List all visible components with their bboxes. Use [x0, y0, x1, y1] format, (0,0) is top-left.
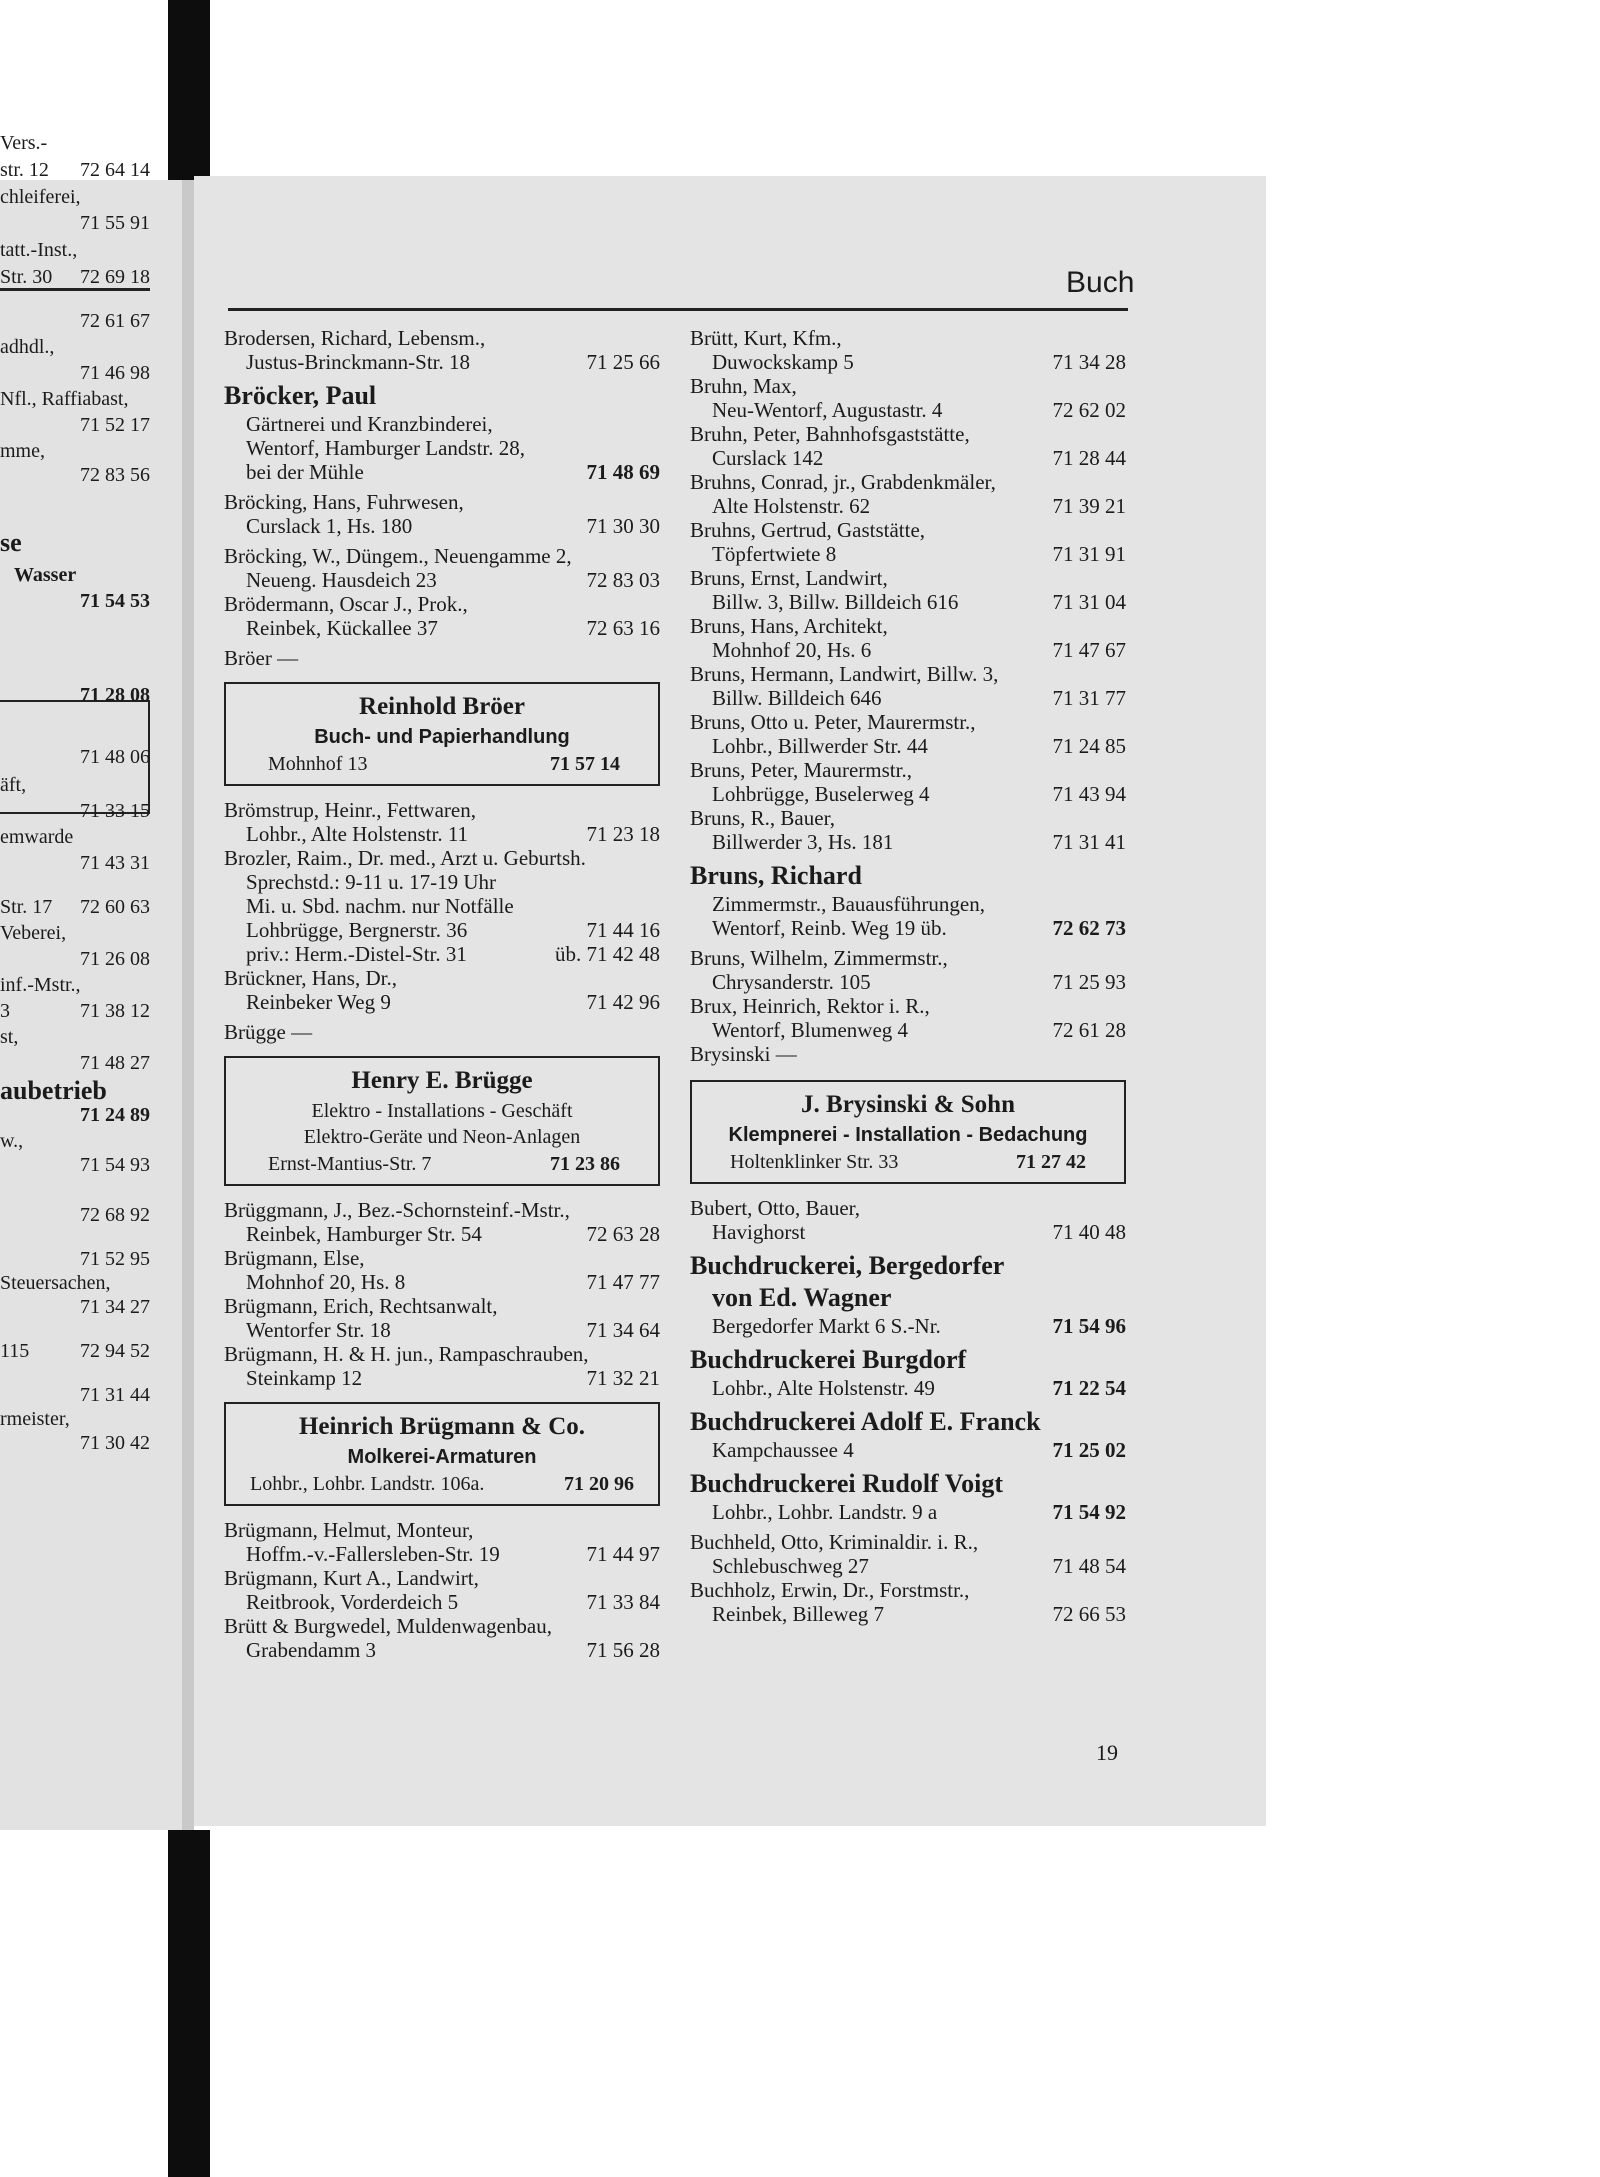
phone-number: 71 44 97 — [586, 1542, 660, 1566]
ad-title: J. Brysinski & Sohn — [801, 1091, 1015, 1118]
previous-page-line — [0, 742, 150, 772]
ad-title: Henry E. Brügge — [351, 1067, 533, 1094]
entry: Brügmann, Kurt A., Landwirt, Reitbrook, Vorderdeich 5 71 33 84 — [224, 1566, 660, 1614]
entry: Brütt, Kurt, Kfm., Duwockskamp 5 71 34 28 — [690, 326, 1126, 374]
phone-number: 72 83 03 — [586, 568, 660, 592]
entry: Brügmann, Erich, Rechtsanwalt, Wentorfer Str. 18 71 34 64 — [224, 1294, 660, 1342]
binding-spine-bottom — [168, 1830, 210, 2177]
entry: Brügge — — [224, 1020, 313, 1044]
phone-number: 71 30 42 — [80, 1432, 150, 1454]
phone-number: 72 62 02 — [1052, 398, 1126, 422]
previous-page-line: Nfl., Raffiabast, — [0, 388, 129, 410]
phone-number: 72 61 28 — [1052, 1018, 1126, 1042]
previous-page-line: Str. 30 72 69 18 — [0, 262, 150, 292]
previous-page-line: emwarde — [0, 826, 74, 848]
phone-number: 71 28 44 — [1052, 446, 1126, 470]
phone-number: 71 52 95 — [80, 1248, 150, 1270]
phone-number: 72 68 92 — [80, 1204, 150, 1226]
phone-number: 71 44 16 — [586, 918, 660, 942]
previous-page-line: 115 72 94 52 — [0, 1336, 150, 1366]
phone-number: 71 48 54 — [1052, 1554, 1126, 1578]
ad-title: Reinhold Bröer — [359, 693, 525, 720]
entry: Bröer — — [224, 646, 299, 670]
entry: Brügmann, Else, Mohnhof 20, Hs. 8 71 47 77 — [224, 1246, 660, 1294]
phone-number: 71 31 04 — [1052, 590, 1126, 614]
business-name: Buchdruckerei, Bergedorfer — [690, 1251, 1005, 1280]
previous-page-line — [0, 208, 150, 238]
entry-bold: Buchdruckerei Burgdorf Lohbr., Alte Holstenstr. 49 71 22 54 — [690, 1345, 1126, 1400]
phone-number: 72 64 14 — [80, 159, 150, 181]
business-name: von Ed. Wagner — [712, 1283, 892, 1312]
phone-number: 71 32 21 — [586, 1366, 660, 1390]
phone-number: 71 33 84 — [586, 1590, 660, 1614]
business-name: Bruns, Richard — [690, 861, 862, 890]
phone-number: 71 52 17 — [80, 414, 150, 436]
entry: Brux, Heinrich, Rektor i. R., Wentorf, Blumenweg 4 72 61 28 — [690, 994, 1126, 1042]
previous-page-line — [0, 1150, 150, 1180]
entry-bold: Buchdruckerei Rudolf Voigt Lohbr., Lohbr. Landstr. 9 a 71 54 92 — [690, 1469, 1126, 1524]
phone-number: 71 47 77 — [586, 1270, 660, 1294]
entry: Bruns, Hermann, Landwirt, Billw. 3, Billw. Billdeich 646 71 31 77 — [690, 662, 1126, 710]
phone-number: 71 34 28 — [1052, 350, 1126, 374]
phone-number: 71 43 94 — [1052, 782, 1126, 806]
previous-page-line — [0, 1292, 150, 1322]
phone-number: 71 48 69 — [586, 460, 660, 484]
phone-number: 71 42 96 — [586, 990, 660, 1014]
ad-subtitle: Buch- und Papierhandlung — [314, 726, 570, 748]
previous-page-line — [0, 1200, 150, 1230]
phone-number: 71 54 93 — [80, 1154, 150, 1176]
phone-number: 71 38 12 — [80, 1000, 150, 1022]
phone-number: 71 20 96 — [564, 1473, 634, 1495]
phone-number: 71 28 08 — [80, 684, 150, 706]
left-column — [224, 326, 660, 1662]
entry: Bruhn, Peter, Bahnhofsgaststätte, Curslack 142 71 28 44 — [690, 422, 1126, 470]
page-number: 19 — [1096, 1740, 1118, 1765]
advertisement-box — [224, 1056, 660, 1186]
previous-page-line — [0, 680, 150, 710]
previous-page-line — [0, 1048, 150, 1078]
entry: Buchholz, Erwin, Dr., Forstmstr., Reinbek, Billeweg 7 72 66 53 — [690, 1578, 1126, 1626]
phone-number: 71 39 21 — [1052, 494, 1126, 518]
entry: Bruns, Hans, Architekt, Mohnhof 20, Hs. 6 71 47 67 — [690, 614, 1126, 662]
previous-page-line: st, — [0, 1026, 19, 1048]
right-column — [690, 326, 1126, 1626]
ad-address: Mohnhof 13 — [268, 753, 368, 775]
ad-address: Lohbr., Lohbr. Landstr. 106a. — [250, 1473, 485, 1495]
entry: Bruhn, Max, Neu-Wentorf, Augustastr. 4 72 62 02 — [690, 374, 1126, 422]
ad-subtitle: Elektro-Geräte und Neon-Anlagen — [303, 1126, 581, 1148]
page-header: Buch — [1066, 266, 1135, 299]
phone-number: 71 27 42 — [1016, 1151, 1086, 1173]
phone-number: 71 40 48 — [1052, 1220, 1126, 1244]
phone-number: 71 24 89 — [80, 1104, 150, 1126]
phone-number: 71 23 18 — [586, 822, 660, 846]
previous-page-line — [0, 1428, 150, 1458]
entry: Bröcking, W., Düngem., Neuengamme 2, Neueng. Hausdeich 23 72 83 03 — [224, 544, 660, 592]
phone-number: 71 30 30 — [586, 514, 660, 538]
entry: Brüggmann, J., Bez.-Schornsteinf.-Mstr., Reinbek, Hamburger Str. 54 72 63 28 — [224, 1198, 660, 1246]
phone-number: 71 48 06 — [80, 746, 150, 768]
phone-number: 71 43 31 — [80, 852, 150, 874]
previous-page-line: Wasser — [14, 564, 77, 586]
advertisement-box — [224, 1402, 660, 1506]
previous-page-line: tatt.-Inst., — [0, 239, 78, 261]
entry: Bruhns, Conrad, jr., Grabdenkmäler, Alte Holstenstr. 62 71 39 21 — [690, 470, 1126, 518]
phone-number: üb. 71 42 48 — [555, 942, 660, 966]
phone-number: 71 54 92 — [1052, 1500, 1126, 1524]
phone-number: 71 23 86 — [550, 1153, 620, 1175]
previous-page-line: rmeister, — [0, 1408, 70, 1430]
previous-page-line: Veberei, — [0, 922, 67, 944]
entry: Buchheld, Otto, Kriminaldir. i. R., Schlebuschweg 27 71 48 54 — [690, 1530, 1126, 1578]
previous-page-line: str. 12 72 64 14 — [0, 155, 150, 185]
gutter — [180, 180, 194, 1830]
phone-number: 72 63 16 — [586, 616, 660, 640]
entry-bold: Buchdruckerei Adolf E. Franck Kampchaussee 4 71 25 02 — [690, 1407, 1126, 1462]
advertisement-box — [224, 682, 660, 786]
entry: Brozler, Raim., Dr. med., Arzt u. Geburtsh. Sprechstd.: 9-11 u. 17-19 Uhr Mi. u. Sbd. nachm. nur Notfälle Lohbrügge, Bergnerstr. 36 71 44 16 priv.: Herm.-Distel-Str. 31 üb. 71 42 48 — [224, 846, 660, 966]
phone-number: 71 34 64 — [586, 1318, 660, 1342]
entry: Bruns, Otto u. Peter, Maurermstr., Lohbr., Billwerder Str. 44 71 24 85 — [690, 710, 1126, 758]
ad-subtitle: Molkerei-Armaturen — [347, 1446, 537, 1468]
ad-subtitle: Elektro - Installations - Geschäft — [311, 1100, 573, 1122]
phone-number: 72 61 67 — [80, 310, 150, 332]
entry-bold: Buchdruckerei, Bergedorfer von Ed. Wagner Bergedorfer Markt 6 S.-Nr. 71 54 96 — [690, 1251, 1126, 1338]
entry-bold: Bröcker, Paul Gärtnerei und Kranzbinderei, Wentorf, Hamburger Landstr. 28, bei der Mühle 71 48 69 — [224, 381, 660, 484]
entry: Brömstrup, Heinr., Fettwaren, Lohbr., Alte Holstenstr. 11 71 23 18 — [224, 798, 660, 846]
phone-number: 71 34 27 — [80, 1296, 150, 1318]
previous-page-line: se — [0, 528, 22, 557]
header-rule — [228, 308, 1128, 311]
phone-number: 71 25 66 — [586, 350, 660, 374]
phone-number: 71 31 77 — [1052, 686, 1126, 710]
phone-number: 71 31 41 — [1052, 830, 1126, 854]
phone-number: 71 55 91 — [80, 212, 150, 234]
phone-number: 71 57 14 — [550, 753, 620, 775]
entry: Brügmann, Helmut, Monteur, Hoffm.-v.-Fallersleben-Str. 19 71 44 97 — [224, 1518, 660, 1566]
ad-title: Heinrich Brügmann & Co. — [298, 1413, 586, 1440]
phone-number: 71 56 28 — [586, 1638, 660, 1662]
entry: Bruns, R., Bauer, Billwerder 3, Hs. 181 71 31 41 — [690, 806, 1126, 854]
ad-subtitle: Klempnerei - Installation - Bedachung — [728, 1124, 1088, 1146]
entry: Bröcking, Hans, Fuhrwesen, Curslack 1, Hs. 180 71 30 30 — [224, 490, 660, 538]
previous-page-line: w., — [0, 1130, 24, 1152]
previous-page-line — [0, 848, 150, 878]
phone-number: 71 33 15 — [80, 800, 150, 822]
previous-page-line: chleiferei, — [0, 186, 81, 208]
previous-page-line — [0, 460, 150, 490]
phone-number: 72 63 28 — [586, 1222, 660, 1246]
phone-number: 71 31 91 — [1052, 542, 1126, 566]
previous-page-line: äft, — [0, 774, 27, 796]
entry: Brödermann, Oscar J., Prok., Reinbek, Kückallee 37 72 63 16 — [224, 592, 660, 640]
phone-number: 71 46 98 — [80, 362, 150, 384]
business-name: Bröcker, Paul — [224, 381, 377, 410]
previous-page-line: aubetrieb — [0, 1076, 107, 1105]
phone-number: 71 26 08 — [80, 948, 150, 970]
previous-page-fragment — [0, 132, 182, 1830]
phone-number: 71 54 96 — [1052, 1314, 1126, 1338]
advertisement-box — [690, 1080, 1126, 1184]
phone-number: 71 48 27 — [80, 1052, 150, 1074]
phone-number: 71 47 67 — [1052, 638, 1126, 662]
phone-number: 72 62 73 — [1052, 916, 1126, 940]
ad-address: Holtenklinker Str. 33 — [730, 1151, 899, 1173]
entry: Bubert, Otto, Bauer, Havighorst 71 40 48 — [690, 1196, 1126, 1244]
previous-page-line: Vers.- — [0, 132, 48, 154]
ad-address: Ernst-Mantius-Str. 7 — [268, 1153, 432, 1175]
previous-page-line: inf.-Mstr., — [0, 974, 81, 996]
phone-number: 71 24 85 — [1052, 734, 1126, 758]
phone-number: 71 25 93 — [1052, 970, 1126, 994]
previous-page-line — [0, 586, 150, 616]
entry: Brütt & Burgwedel, Muldenwagenbau, Grabendamm 3 71 56 28 — [224, 1614, 660, 1662]
phone-number: 71 31 44 — [80, 1384, 150, 1406]
phone-number: 72 94 52 — [80, 1340, 150, 1362]
previous-page-line: mme, — [0, 440, 45, 462]
entry: Brügmann, H. & H. jun., Rampaschrauben, Steinkamp 12 71 32 21 — [224, 1342, 660, 1390]
entry: Bruns, Wilhelm, Zimmermstr., Chrysanderstr. 105 71 25 93 — [690, 946, 1126, 994]
phone-number: 71 54 53 — [80, 590, 150, 612]
phone-number: 71 22 54 — [1052, 1376, 1126, 1400]
previous-page-line: Steuersachen, — [0, 1272, 111, 1294]
business-name: Buchdruckerei Burgdorf — [690, 1345, 967, 1374]
entry: Bruns, Peter, Maurermstr., Lohbrügge, Buselerweg 4 71 43 94 — [690, 758, 1126, 806]
entry: Bruns, Ernst, Landwirt, Billw. 3, Billw. Billdeich 616 71 31 04 — [690, 566, 1126, 614]
business-name: Buchdruckerei Rudolf Voigt — [690, 1469, 1004, 1498]
entry-bold: Bruns, Richard Zimmermstr., Bauausführungen, Wentorf, Reinb. Weg 19 üb. 72 62 73 — [690, 861, 1126, 940]
binding-spine-top — [168, 0, 210, 180]
entry: Brückner, Hans, Dr., Reinbeker Weg 9 71 42 96 — [224, 966, 660, 1014]
phone-number: 71 25 02 — [1052, 1438, 1126, 1462]
phone-number: 72 66 53 — [1052, 1602, 1126, 1626]
entry: Brysinski — — [690, 1042, 797, 1066]
entry: Bruhns, Gertrud, Gaststätte, Töpfertwiete 8 71 31 91 — [690, 518, 1126, 566]
phone-number: 72 83 56 — [80, 464, 150, 486]
previous-page-line: 3 71 38 12 — [0, 996, 150, 1026]
entry: Brodersen, Richard, Lebensm., Justus-Brinckmann-Str. 18 71 25 66 — [224, 326, 660, 374]
phone-number: 72 60 63 — [80, 896, 150, 918]
phone-number: 72 69 18 — [80, 266, 150, 288]
business-name: Buchdruckerei Adolf E. Franck — [690, 1407, 1041, 1436]
previous-page-line: adhdl., — [0, 336, 55, 358]
previous-page-line: Str. 17 72 60 63 — [0, 892, 150, 922]
